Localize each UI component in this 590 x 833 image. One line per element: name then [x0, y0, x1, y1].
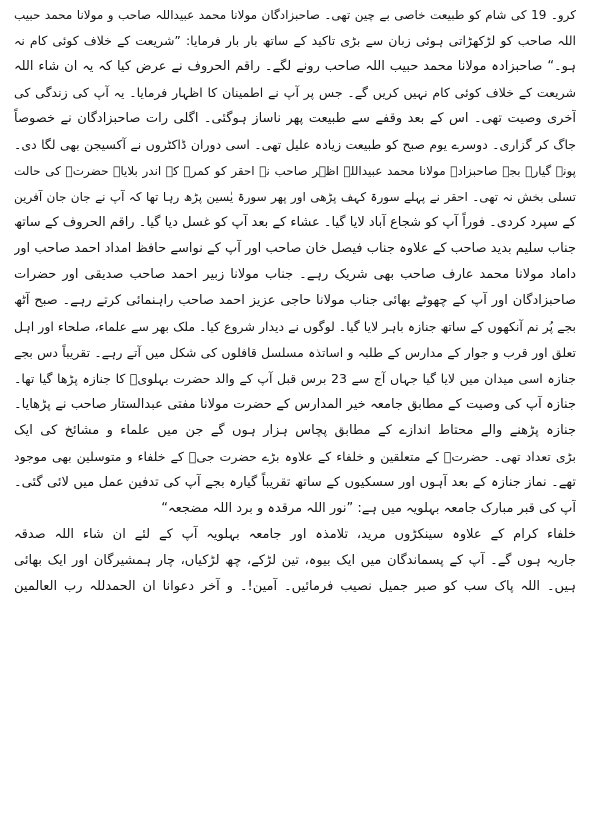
text-line: بجے پُر نم آنکھوں کے ساتھ جنازہ باہر لایا گیا۔ لوگوں نے دیدار شروع کیا۔ ملک بھر سے علماء، صلحاء اور اہل: [14, 319, 576, 334]
text-line: صاحبزادگان اور آپ کے چھوٹے بھائی جناب مولانا حاجی عزیز احمد صاحب راہنمائی کرتے رہے۔ صبح آٹھ: [14, 293, 576, 308]
text-line: ہیں۔ اللہ پاک سب کو صبر جمیل نصیب فرمائیں۔ آمین!۔ و آخر دعوانا ان الحمدللہ رب العالمین: [14, 579, 576, 594]
text-line: داماد مولانا محمد عارف صاحب بھی شریک رہے۔ جناب مولانا زبیر احمد صاحب صدیقی اور حضرات: [14, 267, 576, 282]
text-line: تعلق اور قرب و جوار کے مدارس کے طلبہ و اساتذہ مسلسل قافلوں کی شکل میں آتے رہے۔ تقریباً دس بجے: [14, 345, 576, 360]
text-line: جنازہ آپ کی وصیت کے مطابق جامعہ خیر المدارس کے حضرت مولانا مفتی عبدالستار صاحب نے پڑھایا۔: [14, 397, 576, 412]
text-line: شریعت کے خلاف کوئی کام نہیں کریں گے۔ جس پر آپ نے اطمینان کا اظہار فرمایا۔ یہ آپ کی زندگی کی: [14, 85, 576, 100]
text-line: خلفاء کرام کے علاوہ سینکڑوں مرید، تلامذہ اور جامعہ بہلویہ آپ کے لئے ان شاء اللہ صدقہ: [14, 527, 576, 542]
text-line: تھے۔ نماز جنازہ کے بعد آہوں اور سسکیوں کے ساتھ تقریباً گیارہ بجے آپ کی تدفین عمل میں لائی گئی۔: [14, 475, 576, 490]
text-line: پونے گیارہ بجے صاحبزادہ مولانا محمد عبیداللہ اظہر صاحب نے احقر کو کمرہ کے اندر بلایا۔ حضرتؒ کی حالت: [14, 164, 576, 178]
text-line: آپ کی قبر مبارک جامعہ بہلویہ میں ہے: ”نور اللہ مرقدہ و برد اللہ مضجعہ“: [161, 501, 576, 516]
text-line: ہو۔“ صاحبزادہ مولانا محمد حبیب اللہ صاحب رونے لگے۔ راقم الحروف نے عرض کیا کہ یہ ان شاء اللہ: [14, 59, 576, 74]
text-line: جنازہ اسی میدان میں لایا گیا جہاں آج سے 23 برس قبل آپ کے والد حضرت بہلویؒ کا جنازہ پڑھا گیا تھا۔: [14, 371, 576, 386]
text-line: بڑی تعداد تھی۔ حضرتؒ کے متعلقین و خلفاء کے علاوہ بڑے حضرت جیؒ کے خلفاء و متوسلین بھی موجود: [14, 449, 576, 464]
text-line: جاریہ ہوں گے۔ آپ کے پسماندگان میں ایک بیوہ، تین لڑکے، چھ لڑکیاں، چار ہمشیرگان اور ایک بھائی: [14, 553, 576, 568]
text-line: آخری وصیت تھی۔ اس کے بعد وقفے سے طبیعت پھر ناساز ہوگئی۔ اگلی رات صاحبزادگان نے خصوصاً: [14, 111, 576, 126]
document-text: [14, 2, 576, 600]
text-line: جنازہ پڑھنے والے محتاط اندازے کے مطابق پچاس ہزار ہوں گے جن میں علماء و مشائخ کی ایک: [14, 423, 576, 438]
text-line: کے سپرد کردی۔ فوراً آپ کو شجاع آباد لایا گیا۔ عشاء کے بعد آپ کو غسل دیا گیا۔ راقم الحروف کے ساتھ: [14, 215, 576, 230]
text-line: کرو۔ 19 کی شام کو طبیعت خاصی بے چین تھی۔ صاحبزادگان مولانا محمد عبیداللہ صاحب و مولانا محمد حبیب: [14, 8, 576, 22]
text-line: اللہ صاحب کو لڑکھڑاتی ہوئی زبان سے بڑی تاکید کے ساتھ بار بار فرمایا: ”شریعت کے خلاف کوئی کام نہ: [14, 33, 576, 48]
text-line: تسلی بخش نہ تھی۔ احقر نے پہلے سورۃ کہف پڑھی اور پھر سورۃ یٰسین پڑھ رہا تھا کہ آپ نے جان جان آفرین: [14, 190, 576, 204]
text-line: جناب سلیم بدید صاحب کے علاوہ جناب فیصل خان صاحب اور آپ کے نواسے حافظ امداد احمد صاحب اور: [14, 241, 576, 256]
text-line: جاگ کر گزاری۔ دوسرے یوم صبح کو طبیعت زیادہ علیل تھی۔ اسی دوران ڈاکٹروں نے آکسیجن بھی لگا دی۔: [14, 137, 576, 152]
